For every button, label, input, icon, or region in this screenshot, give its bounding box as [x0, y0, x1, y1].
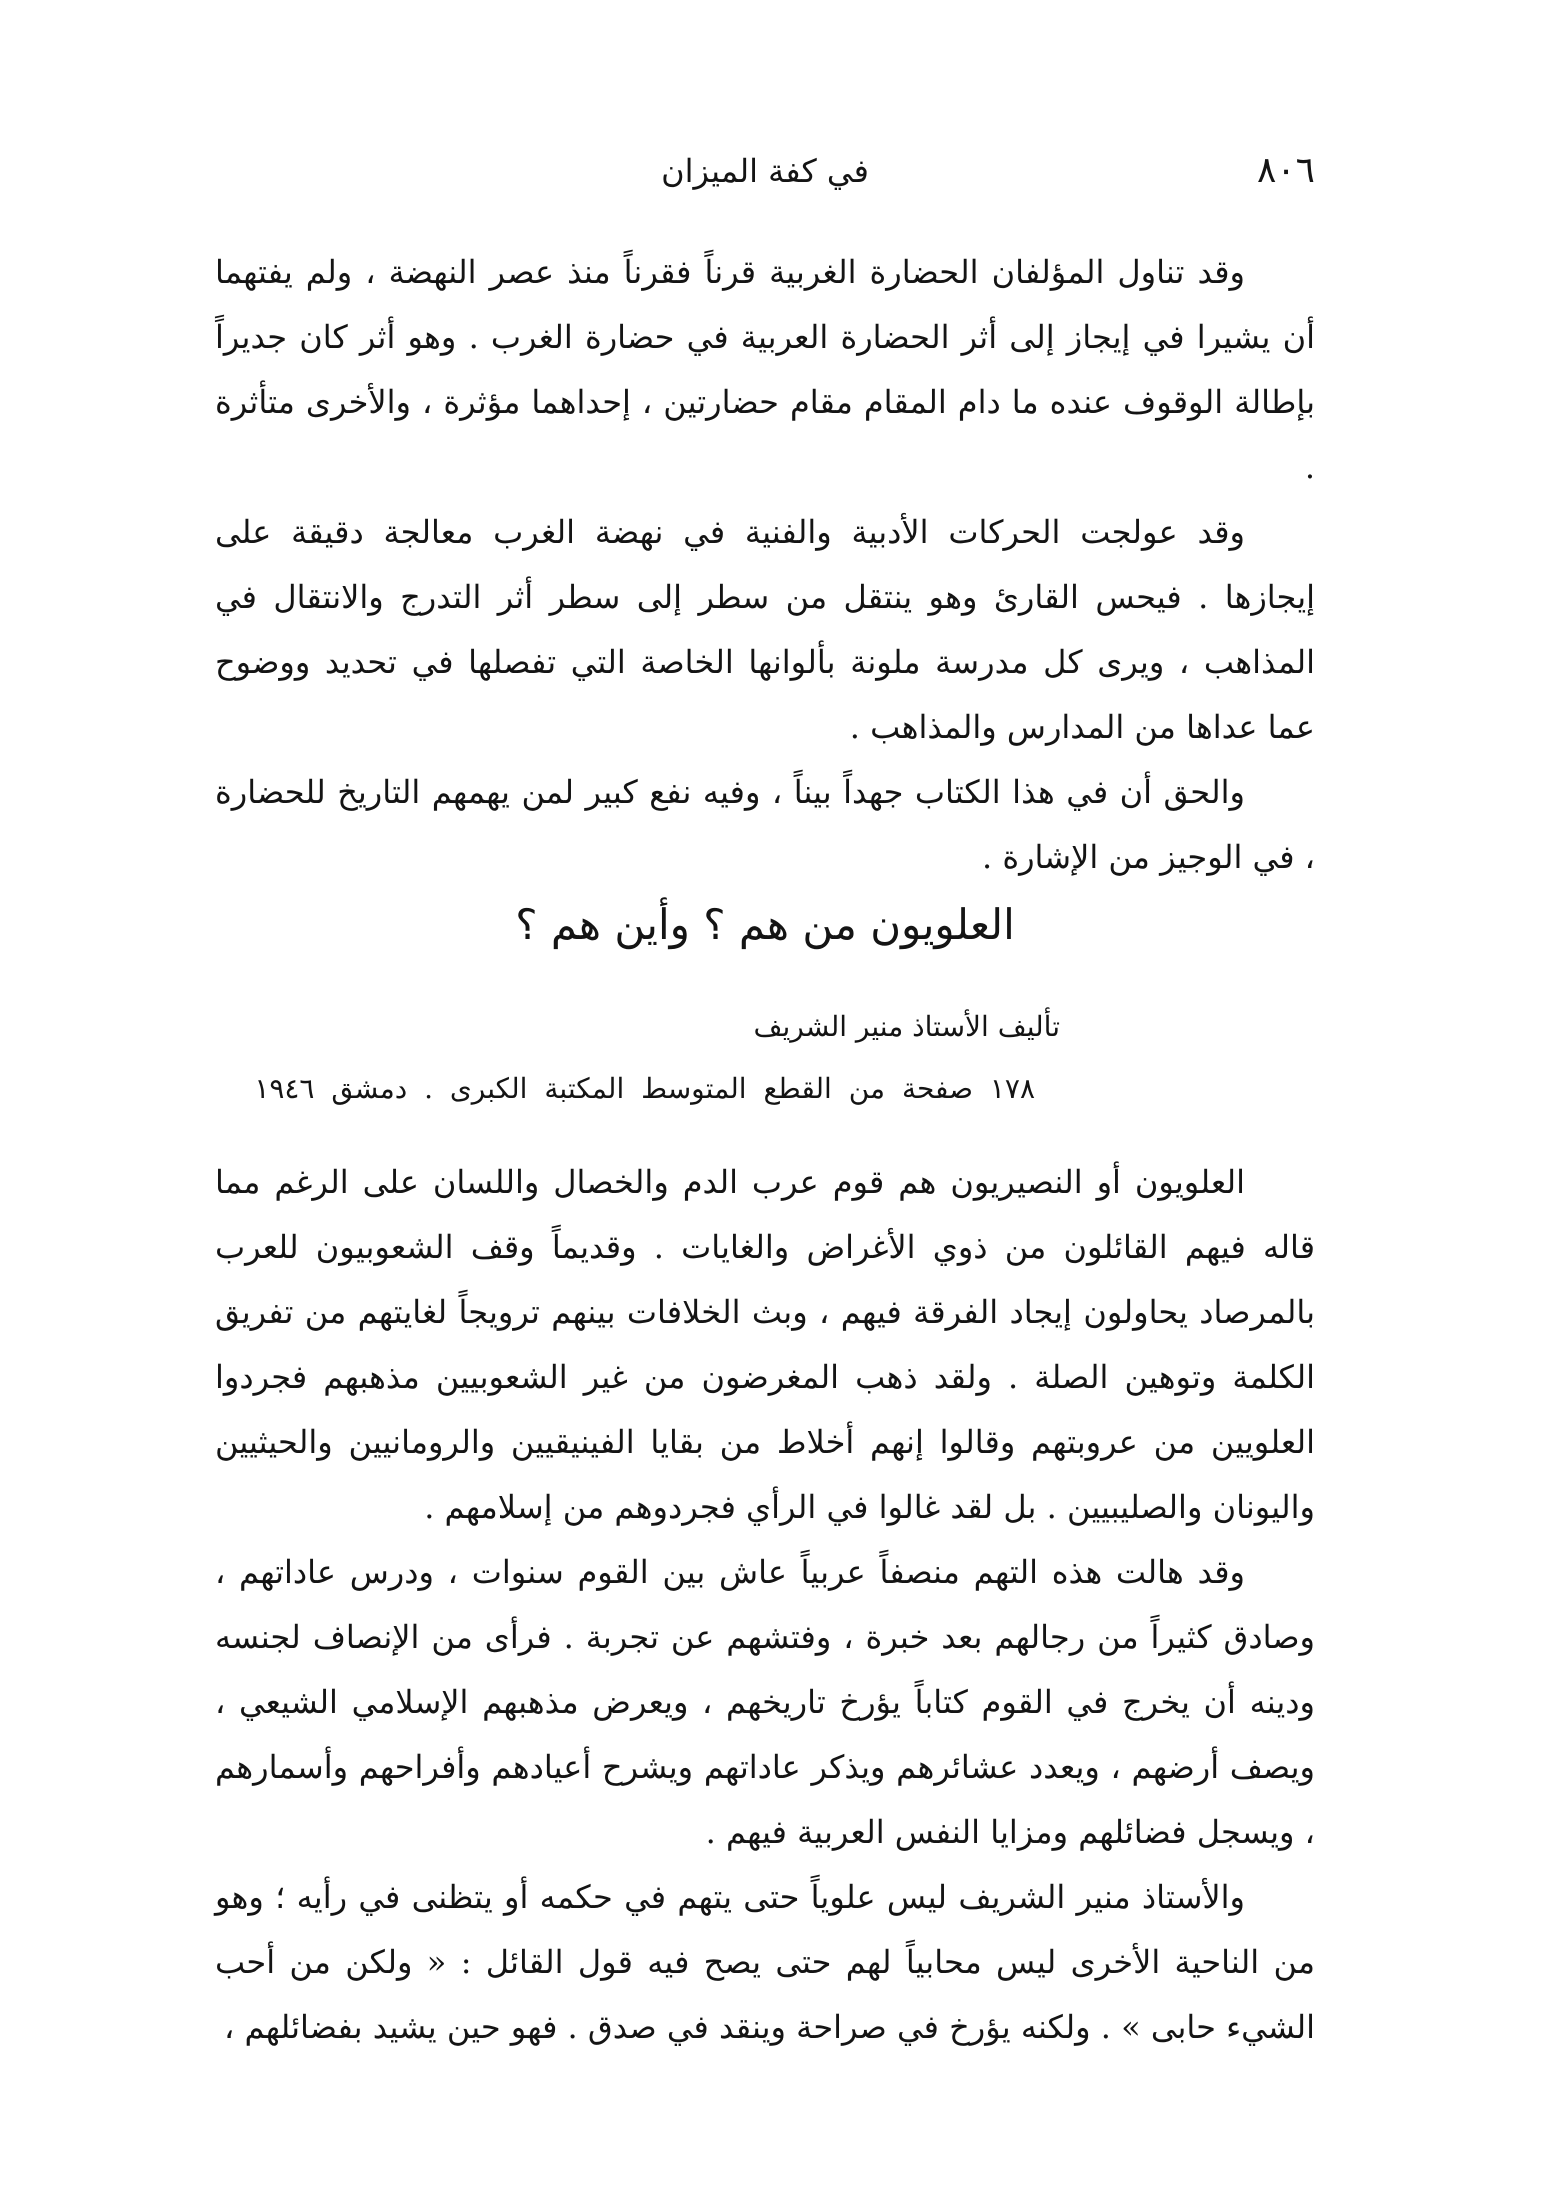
paragraph: والحق أن في هذا الكتاب جهداً بيناً ، وفيه نفع كبير لمن يهمهم التاريخ للحضارة ، في الوجيز من الإشارة . — [215, 773, 1315, 876]
review-author-line: تأليف الأستاذ منير الشريف — [753, 1010, 1060, 1043]
paragraph: والأستاذ منير الشريف ليس علوياً حتى يتهم في حكمه أو يتظنى في رأيه ؛ وهو من الناحية الأخرى ليس محابياً لهم حتى يصح فيه قول القائل : « ولكن من أحب الشيء حابى » . ولكنه يؤرخ في صراحة وينقد في صدق . فهو حين يشيد بفضائلهم ، — [215, 1878, 1316, 2046]
paragraph: العلويون أو النصيريون هم قوم عرب الدم والخصال واللسان على الرغم مما قاله فيهم القائلون من ذوي الأغراض والغايات . وقديماً وقف الشعوبيون للعرب بالمرصاد يحاولون إيجاد الفرقة فيهم ، وبث الخلافات بينهم ترويجاً لغايتهم من تفريق الكلمة وتوهين الصلة . ولقد ذهب المغرضون من غير الشعوبيين مذهبهم فجردوا العلويين من عروبتهم وقالوا إنهم أخلاط من بقايا الفينيقيين والرومانيين والحيثيين واليونان والصليبيين . بل لقد غالوا في الرأي فجردوهم من إسلامهم . — [215, 1163, 1316, 1526]
running-title: في كفة الميزان — [661, 152, 869, 190]
paragraph: وقد تناول المؤلفان الحضارة الغربية قرناً فقرناً منذ عصر النهضة ، ولم يفتهما أن يشيرا في إيجاز إلى أثر الحضارة العربية في حضارة الغرب . وهو أثر كان جديراً بإطالة الوقوف عنده ما دام المقام مقام حضارتين ، إحداهما مؤثرة ، والأخرى متأثرة . — [215, 253, 1316, 486]
review-previous-continuation — [215, 240, 1315, 890]
page-number: ٨٠٦ — [1256, 150, 1315, 191]
review-publication-line: ١٧٨ صفحة من القطع المتوسط المكتبة الكبرى . دمشق ١٩٤٦ — [254, 1072, 1035, 1105]
paragraph: وقد هالت هذه التهم منصفاً عربياً عاش بين القوم سنوات ، ودرس عاداتهم ، وصادق كثيراً من رجالهم بعد خبرة ، وفتشهم عن تجربة . فرأى من الإنصاف لجنسه ودينه أن يخرج في القوم كتاباً يؤرخ تاريخهم ، ويعرض مذهبهم الإسلامي الشيعي ، ويصف أرضهم ، ويعدد عشائرهم ويذكر عاداتهم ويشرح أعيادهم وأفراحهم وأسمارهم ، ويسجل فضائلهم ومزايا النفس العربية فيهم . — [215, 1553, 1316, 1851]
review-title: العلويون من هم ؟ وأين هم ؟ — [515, 900, 1015, 949]
page-header — [215, 150, 1315, 210]
review-body — [215, 1150, 1315, 2060]
paragraph: وقد عولجت الحركات الأدبية والفنية في نهضة الغرب معالجة دقيقة على إيجازها . فيحس القارئ وهو ينتقل من سطر إلى سطر أثر التدرج والانتقال في المذاهب ، ويرى كل مدرسة ملونة بألوانها الخاصة التي تفصلها في تحديد ووضوح عما عداها من المدارس والمذاهب . — [215, 513, 1316, 746]
